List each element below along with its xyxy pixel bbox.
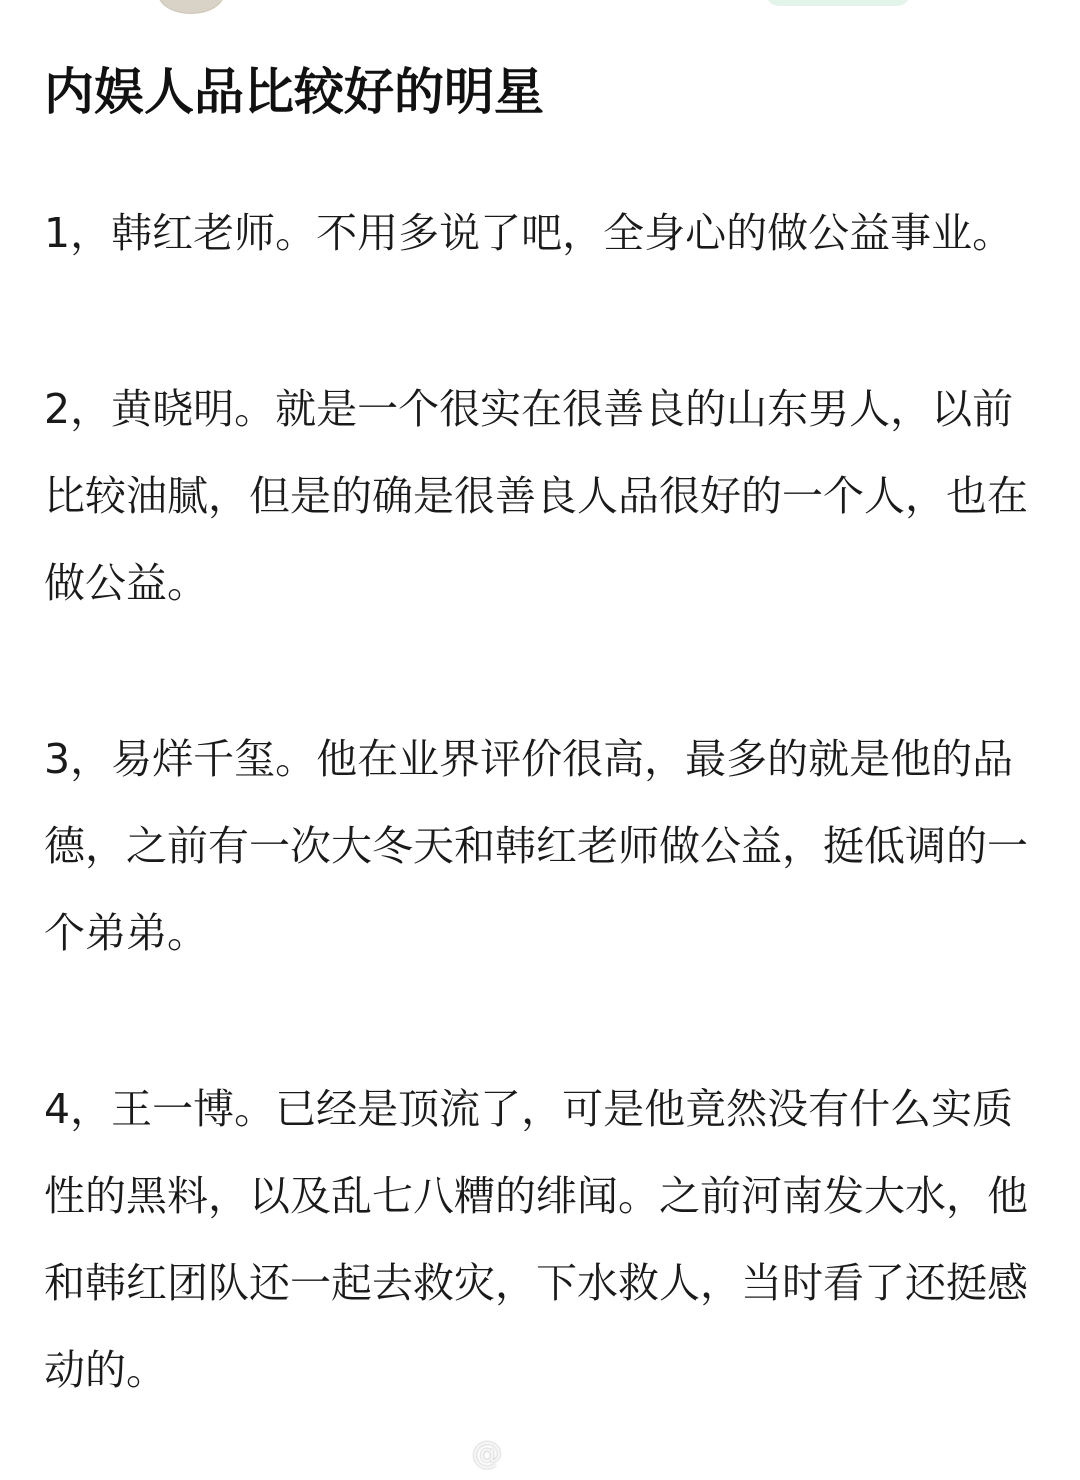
avatar[interactable] [158,0,224,14]
post-header-strip [0,0,1080,12]
post-body [44,190,1040,1480]
post-title: 内娱人品比较好的明星 [44,63,544,121]
post-paragraph-4: 4，王一博。已经是顶流了，可是他竟然没有什么实质性的黑料，以及乱七八糟的绯闻。之前河南发大水，他和韩红团队还一起去救灾，下水救人，当时看了还挺感动的。 [44,1085,1028,1394]
watermark: @ [472,1436,567,1471]
follow-button[interactable] [766,0,910,6]
post-paragraph-2: 2，黄晓明。就是一个很实在很善良的山东男人，以前比较油腻，但是的确是很善良人品很好的一个人，也在做公益。 [44,385,1028,607]
post-paragraph-3: 3，易烊千玺。他在业界评价很高，最多的就是他的品德，之前有一次大冬天和韩红老师做公益，挺低调的一个弟弟。 [44,735,1028,957]
post-paragraph-1: 1，韩红老师。不用多说了吧，全身心的做公益事业。 [44,209,1014,257]
